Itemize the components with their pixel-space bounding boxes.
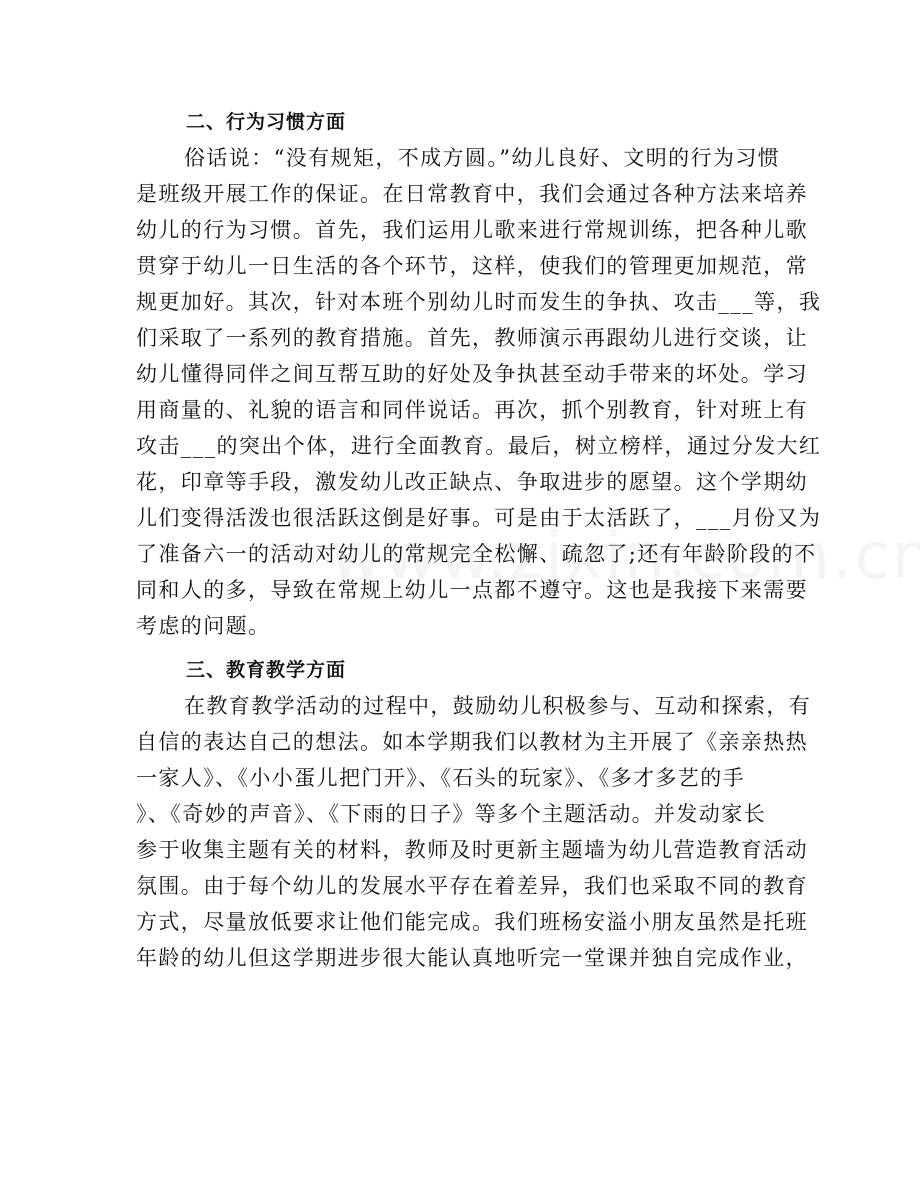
- paragraph-line: 自信的表达自己的想法。如本学期我们以教材为主开展了《亲亲热热: [136, 730, 808, 754]
- paragraph-line: 在教育教学活动的过程中，鼓励幼儿积极参与、互动和探索，有: [184, 694, 812, 718]
- paragraph-line: 贯穿于幼儿一日生活的各个环节，这样，使我们的管理更加规范，常: [136, 254, 808, 278]
- paragraph-line: 幼儿的行为习惯。首先，我们运用儿歌来进行常规训练，把各种儿歌: [136, 218, 808, 242]
- paragraph-behavior: [136, 140, 822, 644]
- paragraph-line: 氛围。由于每个幼儿的发展水平存在着差异，我们也采取不同的教育: [136, 874, 808, 898]
- paragraph-line: 用商量的、礼貌的语言和同伴说话。再次，抓个别教育，针对班上有: [136, 398, 808, 422]
- paragraph-line: 规更加好。其次，针对本班个别幼儿时而发生的争执、攻击___等，我: [136, 290, 822, 314]
- paragraph-line: 们采取了一系列的教育措施。首先，教师演示再跟幼儿进行交谈，让: [136, 326, 808, 350]
- paragraph-line: 参于收集主题有关的材料，教师及时更新主题墙为幼儿营造教育活动: [136, 838, 808, 862]
- paragraph-line: 是班级开展工作的保证。在日常教育中，我们会通过各种方法来培养: [136, 182, 808, 206]
- paragraph-line: 花，印章等手段，激发幼儿改正缺点、争取进步的愿望。这个学期幼: [136, 470, 808, 494]
- paragraph-line: 攻击___的突出个体，进行全面教育。最后，树立榜样，通过分发大红: [136, 434, 822, 458]
- paragraph-line: 同和人的多，导致在常规上幼儿一点都不遵守。这也是我接下来需要: [136, 578, 808, 602]
- paragraph-line: 年龄的幼儿但这学期进步很大能认真地听完一堂课并独自完成作业，: [136, 946, 808, 970]
- paragraph-line: 幼儿懂得同伴之间互帮互助的好处及争执甚至动手带来的坏处。学习: [136, 362, 808, 386]
- section-heading-behavior: 二、行为习惯方面: [186, 111, 347, 133]
- document-body: [136, 104, 822, 976]
- paragraph-line: 俗话说：“没有规矩，不成方圆。”幼儿良好、文明的行为习惯: [184, 146, 781, 170]
- paragraph-line: 方式，尽量放低要求让他们能完成。我们班杨安溢小朋友虽然是托班: [136, 910, 808, 934]
- paragraph-line: 了准备六一的活动对幼儿的常规完全松懈、疏忽了;还有年龄阶段的不: [136, 542, 817, 566]
- section-heading-teaching: 三、教育教学方面: [186, 659, 347, 681]
- paragraph-line: 一家人》、《小小蛋儿把门开》、《石头的玩家》、《多才多艺的手: [136, 766, 745, 790]
- paragraph-line: 考虑的问题。: [136, 614, 271, 638]
- paragraph-teaching: [136, 688, 812, 976]
- paragraph-line: 》、《奇妙的声音》、《下雨的日子》等多个主题活动。并发动家长: [136, 802, 766, 826]
- paragraph-line: 儿们变得活泼也很活跃这倒是好事。可是由于太活跃了，___月份又为: [136, 506, 822, 530]
